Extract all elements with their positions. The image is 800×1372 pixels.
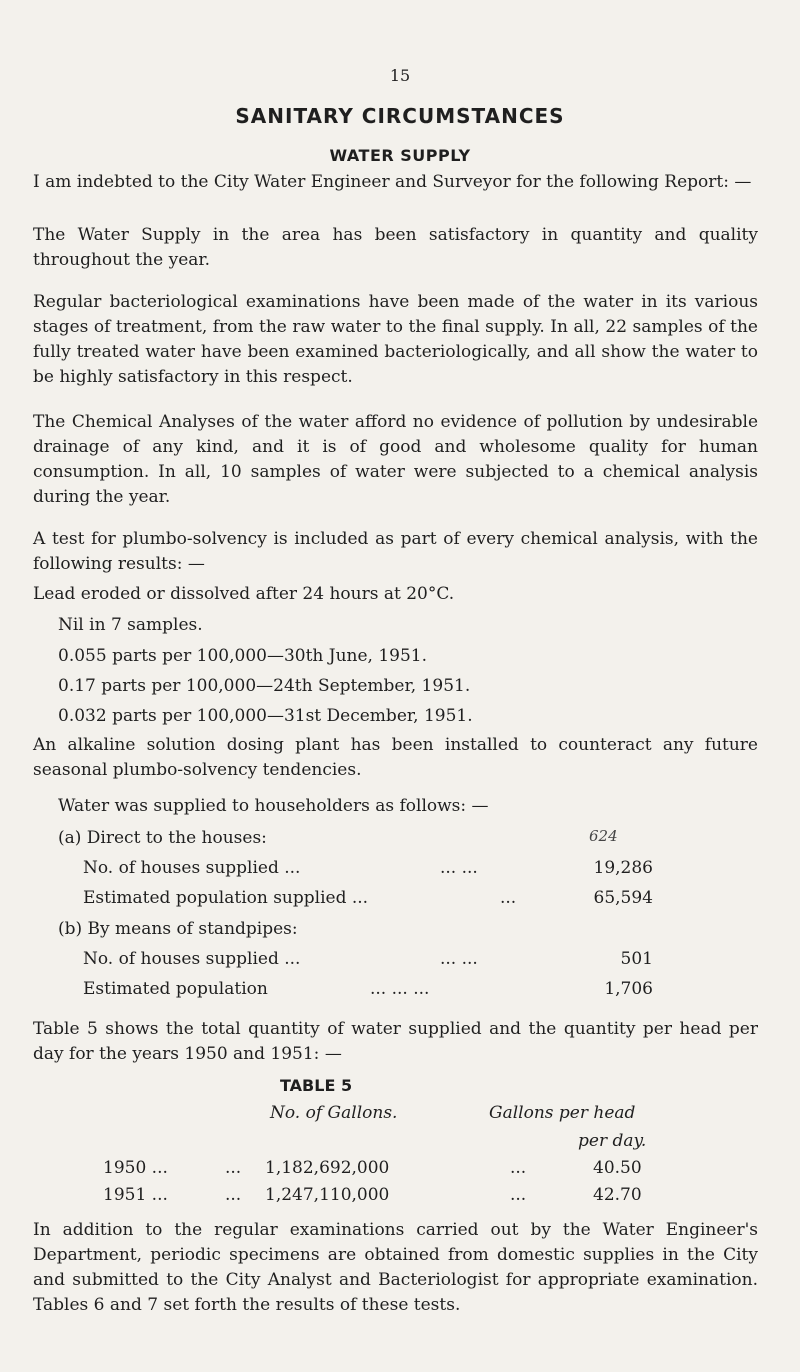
- supply-row-value: 1,706: [604, 979, 653, 999]
- paragraph-periodic-specimens: In addition to the regular examinations carried out by the Water Engineer's Department, periodic specimens are obtained from domestic supplies in the City and submitted to the City Analyst and Bacteriologist for appropriate examination. Tables 6 and 7 set forth the results of these tests.: [33, 1220, 758, 1315]
- paragraph-bacteriological: Regular bacteriological examinations have been made of the water in its various stages of treatment, from the raw water to the final supply. In all, 22 samples of the fully treated water have been examined bacteriologically, and all show the water to be highly satisfactory in this respect.: [33, 292, 758, 387]
- supply-row-dots: ...: [500, 888, 517, 908]
- table5-row-gallons: 1,247,110,000: [265, 1185, 390, 1205]
- paragraph-supplied-as-follows: Water was supplied to householders as follows: —: [58, 796, 489, 816]
- table5-row-year: 1951 ...: [103, 1185, 168, 1205]
- lead-result: 0.032 parts per 100,000—31st December, 1951.: [58, 706, 473, 726]
- lead-result: 0.055 parts per 100,000—30th June, 1951.: [58, 646, 428, 666]
- paragraph-supply-quality: The Water Supply in the area has been satisfactory in quantity and quality throughout the year.: [33, 225, 758, 270]
- paragraph-chemical-analyses: The Chemical Analyses of the water afford no evidence of pollution by undesirable drainage of any kind, and it is of good and wholesome quality for human consumption. In all, 10 samples of water were subjected to a chemical analysis during the year.: [33, 412, 758, 507]
- table5-col-gallons: No. of Gallons.: [270, 1103, 398, 1123]
- lead-heading: Lead eroded or dissolved after 24 hours at 20°C.: [33, 584, 455, 604]
- table5-row-gallons: 1,182,692,000: [265, 1158, 390, 1178]
- page-number: 15: [389, 66, 411, 85]
- supply-row-value: 65,594: [593, 888, 653, 908]
- lead-result: Nil in 7 samples.: [58, 615, 203, 635]
- table5-title: TABLE 5: [280, 1076, 353, 1095]
- paragraph-dosing-plant: An alkaline solution dosing plant has been installed to counteract any future seasonal plumbo-solvency tendencies.: [33, 735, 758, 780]
- supply-row-value: 501: [620, 949, 653, 969]
- supply-row-dots: ... ...: [440, 949, 478, 969]
- supply-direct-label: (a) Direct to the houses:: [58, 828, 267, 848]
- table5-row-year: 1950 ...: [103, 1158, 168, 1178]
- page-heading: SANITARY CIRCUMSTANCES: [235, 104, 565, 128]
- table5-row-dots: ...: [225, 1185, 242, 1205]
- table5-row-per-head: 42.70: [593, 1185, 642, 1205]
- table5-row-dots: ...: [225, 1158, 242, 1178]
- supply-row-label: No. of houses supplied ...: [83, 858, 301, 878]
- supply-row-dots: ... ...: [440, 858, 478, 878]
- supply-standpipes-label: (b) By means of standpipes:: [58, 919, 298, 939]
- table5-row-dots: ...: [510, 1158, 527, 1178]
- paragraph-plumbo-solvency: A test for plumbo-solvency is included as part of every chemical analysis, with the following results: —: [33, 529, 758, 574]
- section-heading: WATER SUPPLY: [329, 146, 471, 165]
- table5-col-per-head: Gallons per head: [489, 1103, 636, 1123]
- lead-result: 0.17 parts per 100,000—24th September, 1951.: [58, 676, 471, 696]
- supply-row-label: No. of houses supplied ...: [83, 949, 301, 969]
- supply-row-label: Estimated population: [83, 979, 268, 999]
- handwritten-annotation: 624: [589, 827, 618, 845]
- table5-row-dots: ...: [510, 1185, 527, 1205]
- intro-paragraph: I am indebted to the City Water Engineer and Surveyor for the following Report: —: [33, 172, 752, 192]
- supply-row-dots: ... ... ...: [370, 979, 430, 999]
- supply-row-label: Estimated population supplied ...: [83, 888, 369, 908]
- supply-row-value: 19,286: [593, 858, 653, 878]
- paragraph-table5-intro: Table 5 shows the total quantity of water supplied and the quantity per head per day for the years 1950 and 1951: —: [33, 1019, 758, 1064]
- table5-col-per-head-line2: per day.: [578, 1131, 647, 1151]
- table5-row-per-head: 40.50: [593, 1158, 642, 1178]
